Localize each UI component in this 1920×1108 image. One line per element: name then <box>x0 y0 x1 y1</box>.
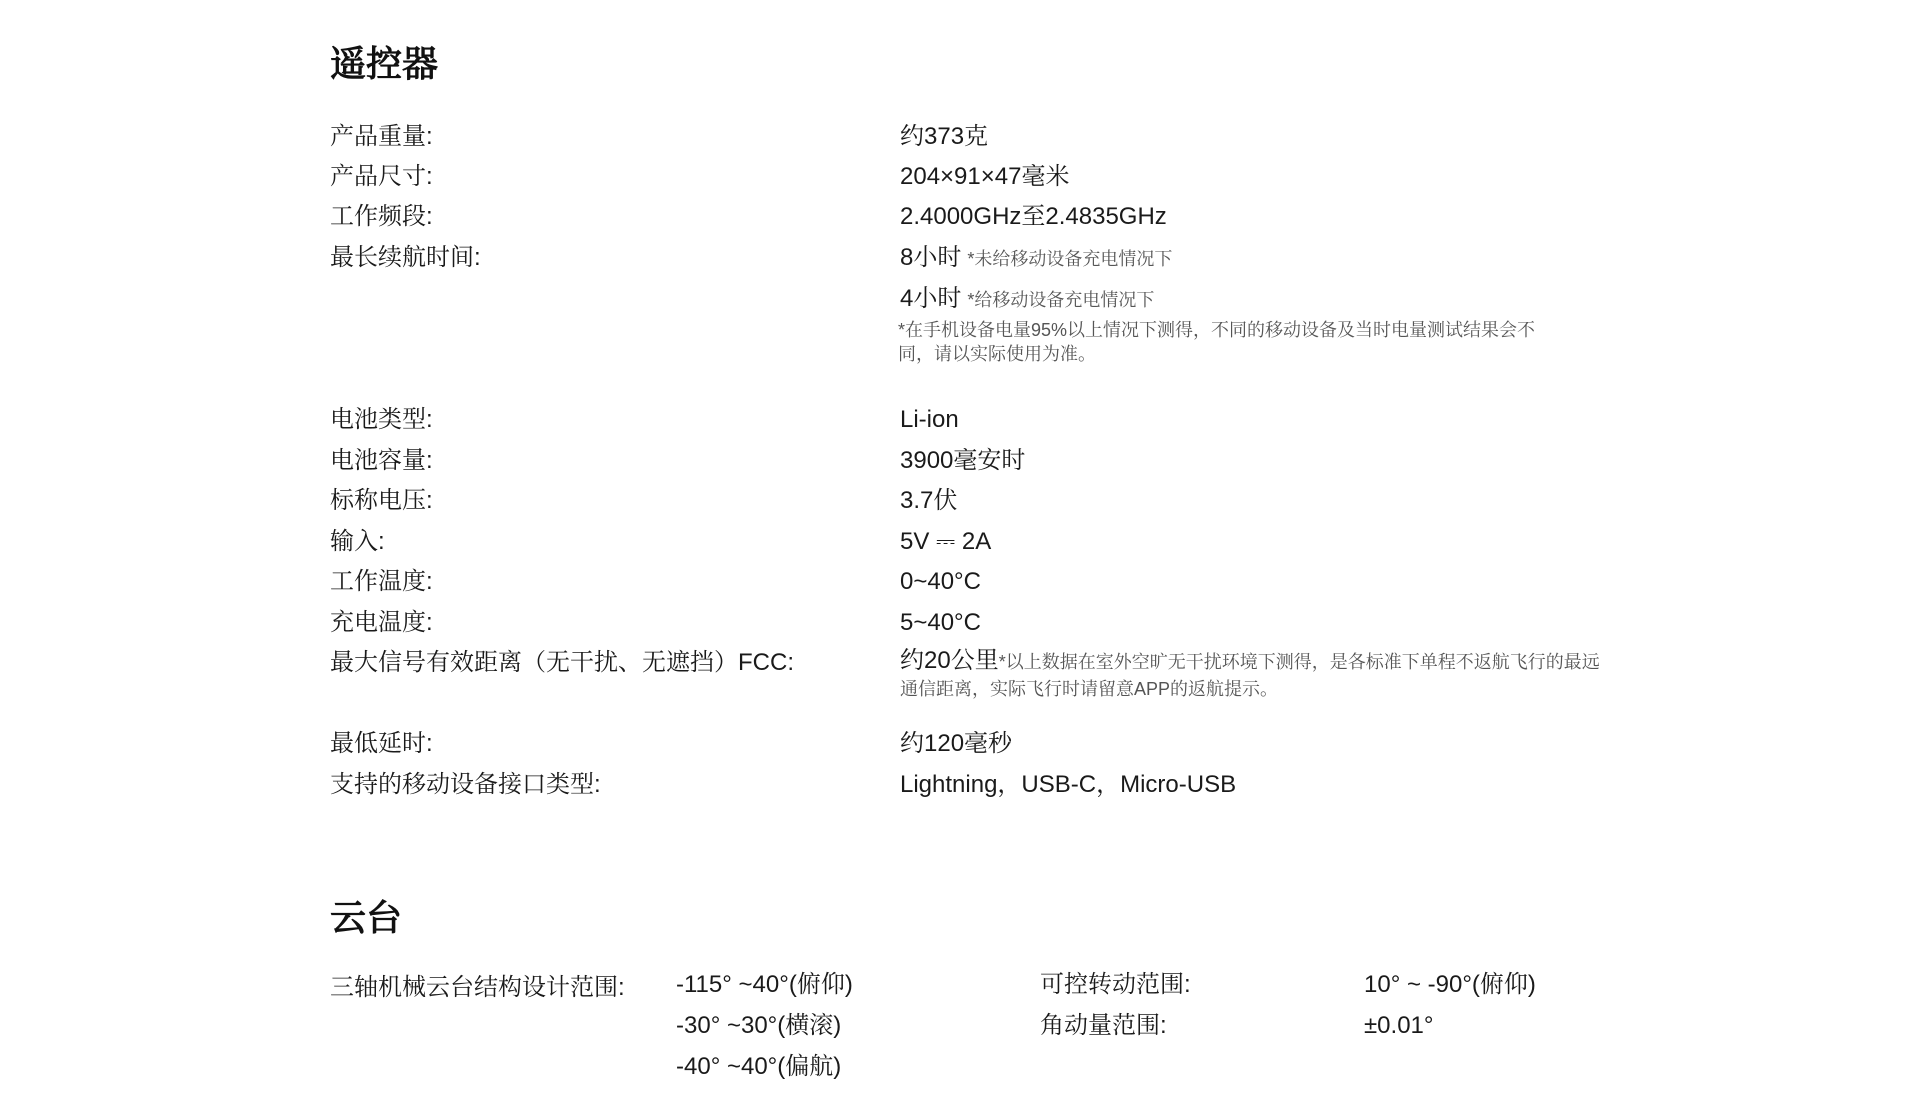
spec-value: Li-ion <box>900 406 959 433</box>
spec-value: 204×91×47毫米 <box>900 163 1070 190</box>
spec-note: *以上数据在室外空旷无干扰环境下测得，是各标准下单程不返航飞行的最远通信距离，实际飞行时请留意APP的返航提示。 <box>900 652 1600 699</box>
spec-label: 充电温度: <box>330 609 433 636</box>
spec-label: 工作温度: <box>330 568 433 595</box>
spec-value: 3.7伏 <box>900 487 958 514</box>
spec-value: 3900毫安时 <box>900 447 1026 474</box>
spec-label: 最低延时: <box>330 730 433 757</box>
gimbal-angular-label: 角动量范围: <box>1040 1012 1167 1039</box>
gimbal-angular-value: ±0.01° <box>1364 1012 1434 1039</box>
spec-note: *未给移动设备充电情况下 <box>967 249 1173 269</box>
spec-label: 产品尺寸: <box>330 163 433 190</box>
gimbal-structure-label: 三轴机械云台结构设计范围: <box>330 974 625 1001</box>
spec-value: 2.4000GHz至2.4835GHz <box>900 203 1167 230</box>
spec-value: 约20公里 <box>900 647 999 674</box>
spec-value: 约373克 <box>900 123 989 150</box>
spec-label: 产品重量: <box>330 123 433 150</box>
gimbal-structure-value-roll: -30° ~30°(横滚) <box>676 1012 842 1039</box>
spec-label: 输入: <box>330 528 385 555</box>
spec-label: 标称电压: <box>330 487 433 514</box>
section-title-remote: 遥控器 <box>330 43 439 84</box>
spec-label: 电池容量: <box>330 447 433 474</box>
battery-footnote: *在手机设备电量95%以上情况下测得，不同的移动设备及当时电量测试结果会不同，请以实际使用为准。 <box>898 320 1536 364</box>
spec-value: 约120毫秒 <box>900 730 1013 757</box>
spec-value: 0~40°C <box>900 568 981 595</box>
spec-value-group <box>900 648 1600 702</box>
gimbal-structure-value-yaw: -40° ~40°(偏航) <box>676 1053 842 1080</box>
spec-label: 支持的移动设备接口类型: <box>330 771 601 798</box>
spec-value: 4小时 <box>900 285 962 312</box>
spec-label: 最大信号有效距离（无干扰、无遮挡）FCC: <box>330 649 794 676</box>
gimbal-control-value: 10° ~ -90°(俯仰) <box>1364 971 1536 998</box>
spec-value: 5V ⎓ 2A <box>900 528 992 555</box>
spec-value: Lightning，USB-C，Micro-USB <box>900 771 1237 798</box>
spec-value-group <box>900 284 1154 315</box>
spec-value: 5~40°C <box>900 609 981 636</box>
spec-label: 最长续航时间: <box>330 244 481 271</box>
gimbal-structure-value-pitch: -115° ~40°(俯仰) <box>676 971 853 998</box>
section-title-gimbal: 云台 <box>330 897 403 938</box>
spec-value: 8小时 <box>900 244 962 271</box>
spec-label: 电池类型: <box>330 406 433 433</box>
spec-label: 工作频段: <box>330 203 433 230</box>
gimbal-control-label: 可控转动范围: <box>1040 971 1191 998</box>
spec-value-group <box>900 243 1172 274</box>
spec-note: *给移动设备充电情况下 <box>967 290 1155 310</box>
